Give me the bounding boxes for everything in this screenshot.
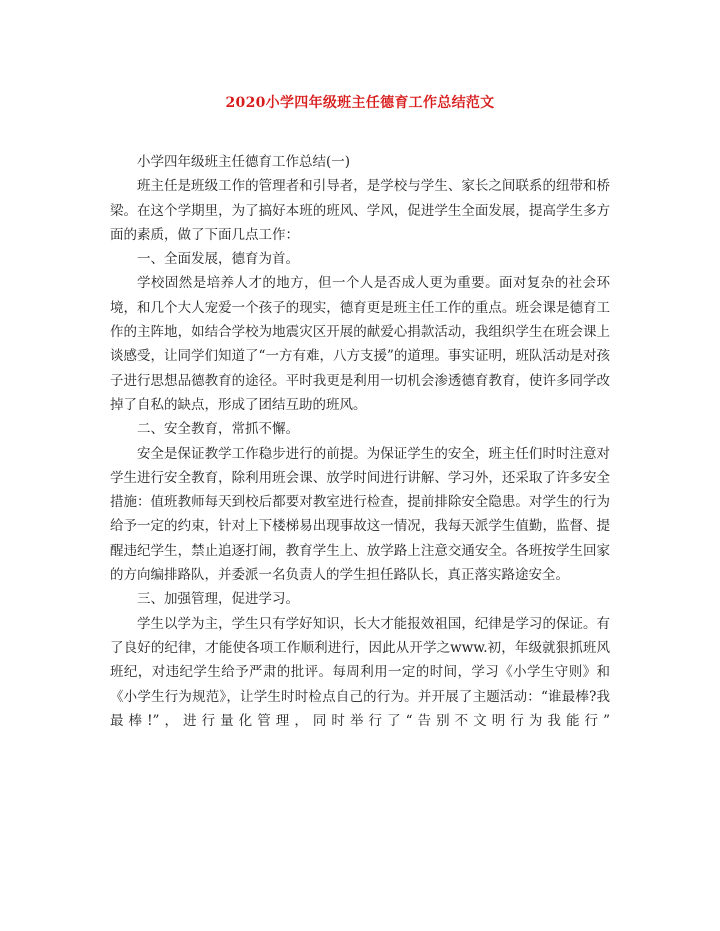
section-heading-3: 三、加强管理，促进学习。 — [137, 591, 299, 608]
section-heading-2: 二、安全教育，常抓不懈。 — [137, 421, 299, 438]
paragraph-management: 学生以学为主，学生只有学好知识，长大才能报效祖国，纪律是学习的保证。有了良好的纪律，才能使各项工作顺利进行，因此从开学之www.初，年级就狠抓班风班纪，对违纪学生给予严肃的批评。每周利用一定的时间，学习《小学生守则》和《小学生行为规范》，让学生时时检点自己的行为。并开展了主题活动：“谁最棒?我最棒!”，进行量化管理，同时举行了“告别不文明行为我能行” — [110, 615, 610, 729]
section-subtitle: 小学四年级班主任德育工作总结(一) — [137, 154, 351, 170]
document-title: 2020小学四年级班主任德育工作总结范文 — [225, 95, 495, 111]
paragraph-moral-education: 学校固然是培养人才的地方，但一个人是否成人更为重要。面对复杂的社会环境，和几个大人宠爱一个孩子的现实，德育更是班主任工作的重点。班会课是德育工作的主阵地，如结合学校为地震灾区开展的献爱心捐款活动，我组织学生在班会课上谈感受，让同学们知道了“一方有难，八方支援”的道理。事实证明，班队活动是对孩子进行思想品德教育的途径。平时我更是利用一切机会渗透德育教育，使许多同学改掉了自私的缺点，形成了团结互助的班风。 — [110, 275, 610, 413]
intro-paragraph: 班主任是班级工作的管理者和引导者，是学校与学生、家长之间联系的纽带和桥梁。在这个学期里，为了搞好本班的班风、学风，促进学生全面发展，提高学生多方面的素质，做了下面几点工作： — [110, 178, 610, 243]
section-heading-1: 一、全面发展，德育为首。 — [137, 251, 299, 268]
paragraph-safety-education: 安全是保证教学工作稳步进行的前提。为保证学生的安全，班主任们时时注意对学生进行安全教育，除利用班会课、放学时间进行讲解、学习外，还采取了许多安全措施：值班教师每天到校后都要对教室进行检查，提前排除安全隐患。对学生的行为给予一定的约束，针对上下楼梯易出现事故这一情况，我每天派学生值勤，监督、提醒违纪学生，禁止追逐打闹，教育学生上、放学路上注意交通安全。各班按学生回家的方向编排路队，并委派一名负责人的学生担任路队长，真正落实路途安全。 — [110, 445, 610, 584]
document-body — [110, 150, 610, 733]
